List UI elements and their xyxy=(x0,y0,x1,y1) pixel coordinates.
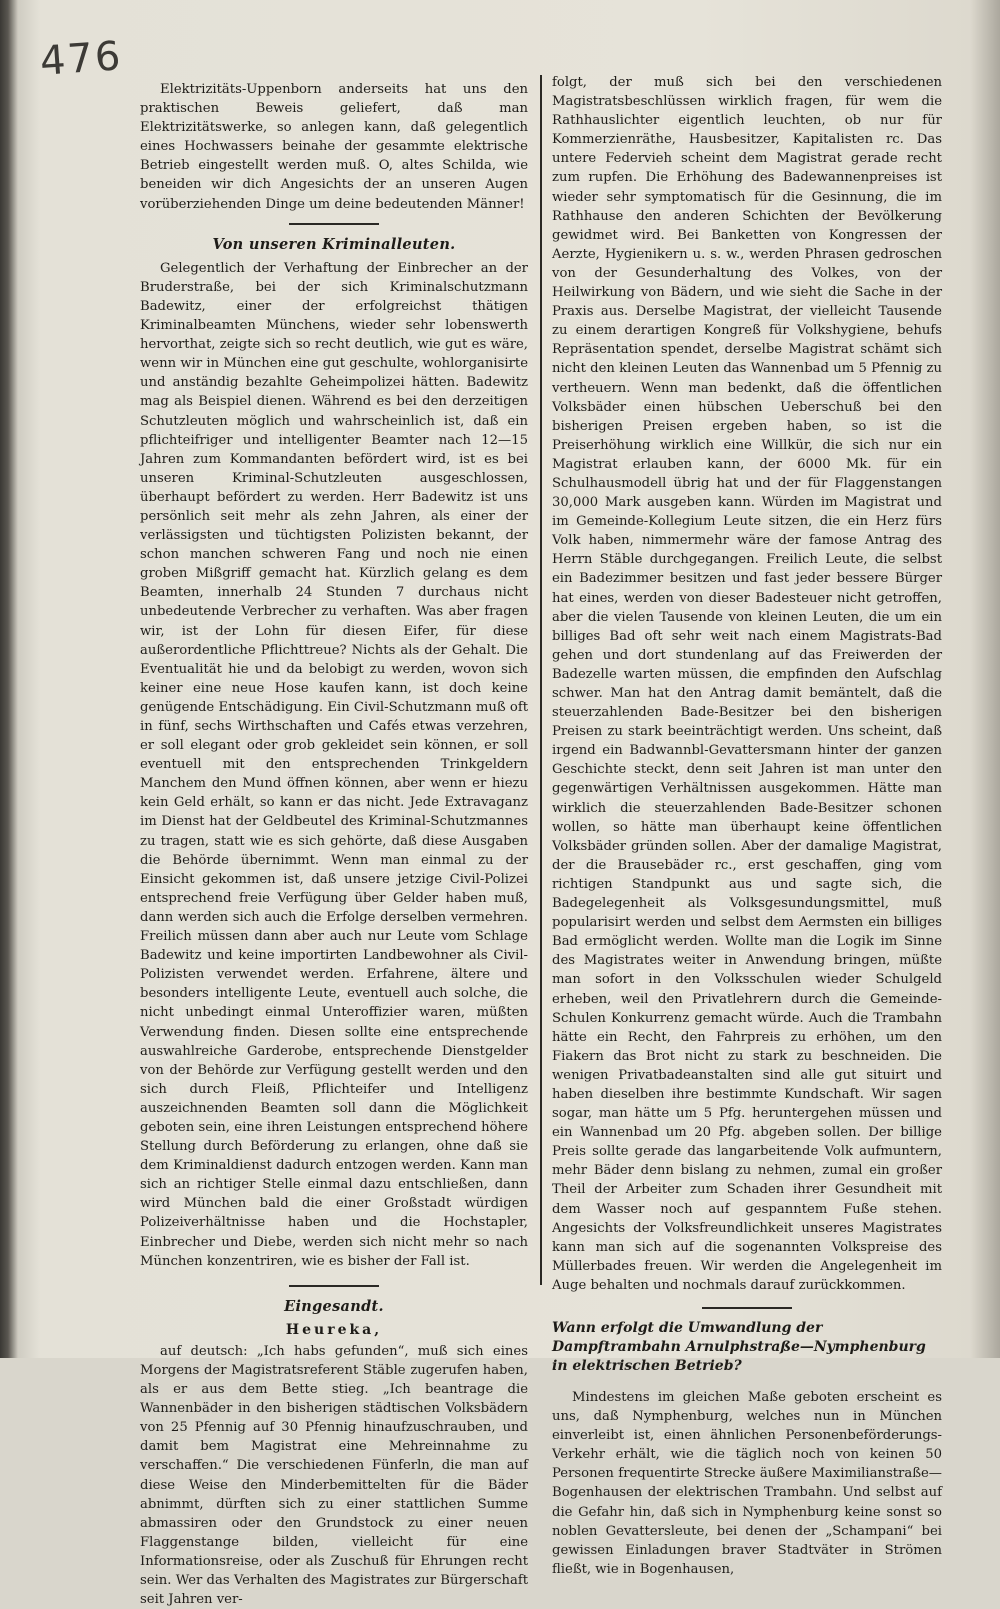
page-edge-shadow xyxy=(970,0,1000,1358)
section-heading-kriminalleute: Von unseren Kriminalleuten. xyxy=(212,235,456,253)
dampftrambahn-article-text: Mindestens im gleichen Maße geboten erscheint es uns, daß Nymphenburg, welches nun in München einverleibt ist, einen ähnlichen Personenbeförderungs-Verkehr erhält, wie die täglich noch von keinen 50 Personen frequentirte Strecke äußere Maximilianstraße—Bogenhausen der elektrischen Trambahn. Und selbst auf die Gefahr hin, daß sich in Nymphenburg keine sonst so noblen Gevattersleute, bei denen der „Schampani“ bei gewissen Einladungen braver Stadtväter in Strömen fließt, wie in Bogenhausen, xyxy=(552,1390,942,1577)
section-divider xyxy=(289,223,379,225)
section-divider xyxy=(702,1307,792,1309)
section-heading-dampftrambahn: Wann erfolgt die Umwandlung der Dampftrambahn Arnulphstraße—Nymphenburg in elektrischen Betrieb? xyxy=(552,1320,926,1374)
eingesandt-continuation-text: folgt, der muß sich bei den verschiedenen Magistratsbeschlüssen wirklich fragen, für wem die Rathhauslichter eigentlich leuchten, ob nur für Kommerzienräthe, Hausbesitzer, Kapitalisten rc. Das untere Federvieh scheint dem Magistrat gerade recht zum rupfen. Die Erhöhung des Badewannenpreises ist wieder sehr symptomatisch für die Gesinnung, die im Rathhause den anderen Schichten der Bevölkerung gewidmet wird. Bei Banketten von Kongressen der Aerzte, Hygienikern u. s. w., werden Phrasen gedroschen von der Gesunderhaltung des Volkes, von der Heilwirkung von Bädern, und wie sieht die Sache in der Praxis aus. Derselbe Magistrat, der vielleicht Tausende zu einem derartigen Kongreß für Volkshygiene, behufs Repräsentation spendet, derselbe Magistrat schämt sich nicht den kleinen Leuten das Wannenbad um 5 Pfennig zu vertheuern. Wenn man bedenkt, daß die öffentlichen Volksbäder einen hübschen Ueberschuß bei den bisherigen Preisen ergeben haben, so ist die Preiserhöhung wirklich eine Willkür, die sich nur ein Magistrat erlauben kann, der 6000 Mk. für ein Schulhausmodell übrig hat und der für Flaggenstangen 30,000 Mark ausgeben kann. Würden im Magistrat und im Gemeinde-Kollegium Leute sitzen, die ein Herz fürs Volk haben, nimmermehr wäre der famose Antrag des Herrn Stäble durchgegangen. Freilich Leute, die selbst ein Badezimmer besitzen und fast jeder bessere Bürger hat eines, werden von dieser Badesteuer nicht getroffen, aber die vielen Tausende von kleinen Leuten, die um ein billiges Bad oft sehr weit nach einem Magistrats-Bad gehen und dort stundenlang auf das Freiwerden der Badezelle warten müssen, die empfinden den Aufschlag schwer. Man hat den Antrag damit bemäntelt, daß die steuerzahlenden Bade-Besitzer bei den bisherigen Preisen zu stark beeinträchtigt werden. Uns scheint, daß irgend ein Badwannbl-Gevattersmann hinter der ganzen Geschichte steckt, denn seit Jahren ist man unter den gegenwärtigen Verhältnissen ausgekommen. Hätte man wirklich die steuerzahlenden Bade-Besitzer schonen wollen, so hätte man überhaupt keine öffentlichen Volksbäder gründen sollen. Aber der damalige Magistrat, der die Brausebäder rc., erst geschaffen, ging vom richtigen Standpunkt aus und sagte sich, die Badegelegenheit als Volksgesundungsmittel, muß popularisirt werden und selbst dem Aermsten ein billiges Bad ermöglicht werden. Wollte man die Logik im Sinne des Magistrates weiter in Anwendung bringen, müßte man sofort in den Volksschulen wieder Schulgeld erheben, weil den Privatlehrern durch die Gemeinde-Schulen Konkurrenz gemacht würde. Auch die Trambahn hätte ein Recht, den Fahrpreis zu erhöhen, um den Fiakern das Brot nicht zu stark zu beschneiden. Die wenigen Privatbadeanstalten sind alle gut situirt und haben dieselben ihre bestimmte Kundschaft. Wir sagen sogar, man hätte um 5 Pfg. heruntergehen müssen und ein Wannenbad um 20 Pfg. abgeben sollen. Der billige Preis sollte gerade das langarbeitende Volk aufmuntern, mehr Bäder denn bislang zu nehmen, zumal ein großer Theil der Arbeiter zum Schaden ihrer Gesundheit mit dem Wasser noch auf gespanntem Fuße stehen. Angesichts der Volksfreundlichkeit unseres Magistrates kann man sich auf die sogenannten Volkspreise des Müllerbades freuen. Wir werden die Angelegenheit im Auge behalten und nochmals darauf zurückkommen. xyxy=(552,75,942,1293)
right-column xyxy=(552,73,942,1579)
intro-paragraph: Elektrizitäts-Uppenborn anderseits hat uns den praktischen Beweis geliefert, daß man Elektrizitätswerke, so anlegen kann, daß gelegentlich eines Hochwassers beinahe der gesammte elektrische Betrieb eingestellt werden muß. O, altes Schilda, wie beneiden wir dich Angesichts der an unseren Augen vorüberziehenden Dinge um deine bedeutenden Männer! xyxy=(140,82,528,212)
section-subheading-heureka: Heureka, xyxy=(285,1321,383,1338)
section-divider xyxy=(289,1285,379,1287)
section-heading-eingesandt: Eingesandt. xyxy=(284,1297,384,1315)
kriminalleute-article-text: Gelegentlich der Verhaftung der Einbrecher an der Bruderstraße, bei der sich Kriminalschutzmann Badewitz, einer der erfolgreichst thätigen Kriminalbeamten Münchens, wieder sehr lobenswerth hervorthat, zeigte sich so recht deutlich, wie gut es wäre, wenn wir in München eine gut geschulte, wohlorganisirte und anständig bezahlte Geheimpolizei hätten. Badewitz mag als Beispiel dienen. Während es bei den derzeitigen Schutzleuten möglich und wahrscheinlich ist, daß ein pflichteifriger und intelligenter Beamter nach 12—15 Jahren zum Kommandanten befördert wird, ist es bei unseren Kriminal-Schutzleuten ausgeschlossen, überhaupt befördert zu werden. Herr Badewitz ist uns persönlich seit mehr als zehn Jahren, als einer der verlässigsten und tüchtigsten Polizisten bekannt, der schon manchen schweren Fang und noch nie einen groben Mißgriff gemacht hat. Kürzlich gelang es dem Beamten, innerhalb 24 Stunden 7 durchaus nicht unbedeutende Verbrecher zu verhaften. Was aber fragen wir, ist der Lohn für diesen Eifer, für diese außerordentliche Pflichttreue? Nichts als der Gehalt. Die Eventualität hie und da belobigt zu werden, wovon sich keiner eine neue Hose kaufen kann, ist doch keine genügende Entschädigung. Ein Civil-Schutzmann muß oft in fünf, sechs Wirthschaften und Cafés etwas verzehren, er soll elegant oder grob gekleidet sein können, er soll eventuell mit den entsprechenden Trinkgeldern Manchem den Mund öffnen können, aber wenn er hiezu kein Geld erhält, so kann er das nicht. Jede Extravaganz im Dienst hat der Geldbeutel des Kriminal-Schutzmannes zu tragen, statt wie es sich gehörte, daß diese Ausgaben die Behörde übernimmt. Wenn man einmal zu der Einsicht gekommen ist, daß unsere jetzige Civil-Polizei entsprechend freie Verfügung über Gelder haben muß, dann werden sich auch die Erfolge derselben vermehren. Freilich müssen dann aber auch nur Leute vom Schlage Badewitz und keine importirten Landbewohner als Civil-Polizisten verwendet werden. Erfahrene, ältere und besonders intelligente Leute, eventuell auch solche, die nicht unbedingt einmal Unteroffizier waren, müßten Verwendung finden. Diesen sollte eine entsprechende auswahlreiche Garderobe, entsprechende Dienstgelder von der Behörde zur Verfügung gestellt werden und den sich durch Fleiß, Pflichteifer und Intelligenz auszeichnenden Beamten soll dann die Möglichkeit geboten sein, eine ihren Leistungen entsprechend höhere Stellung durch Beförderung zu erlangen, ohne daß sie dem Kriminaldienst dadurch entzogen werden. Kann man sich an richtiger Stelle einmal dazu entschließen, dann wird München bald die einer Großstadt würdigen Polizeiverhältnisse haben und die Hochstapler, Einbrecher und Diebe, werden sich nicht mehr so nach München konzentriren, wie es bisher der Fall ist. xyxy=(140,260,528,1269)
page-number: 476 xyxy=(38,33,124,85)
left-column xyxy=(140,80,528,1609)
column-rule xyxy=(540,75,542,1285)
eingesandt-article-text: auf deutsch: „Ich habs gefunden“, muß sich eines Morgens der Magistratsreferent Stäble zugerufen haben, als er aus dem Bette stieg. „Ich beantrage die Wannenbäder in den bisherigen städtischen Volksbädern von 25 Pfennig auf 30 Pfennig hinaufzuschrauben, und damit bem Magistrat eine Mehreinnahme zu verschaffen.“ Die verschiedenen Fünferln, die man auf diese Weise den Minderbemittelten für die Bäder abnimmt, dürften sich zu einer stattlichen Summe abmassiren oder den Grundstock zu einer neuen Flaggenstange bilden, vielleicht für eine Informationsreise, oder als Zuschuß für Ehrungen recht sein. Wer das Verhalten des Magistrates zur Bürgerschaft seit Jahren ver- xyxy=(140,1343,528,1608)
